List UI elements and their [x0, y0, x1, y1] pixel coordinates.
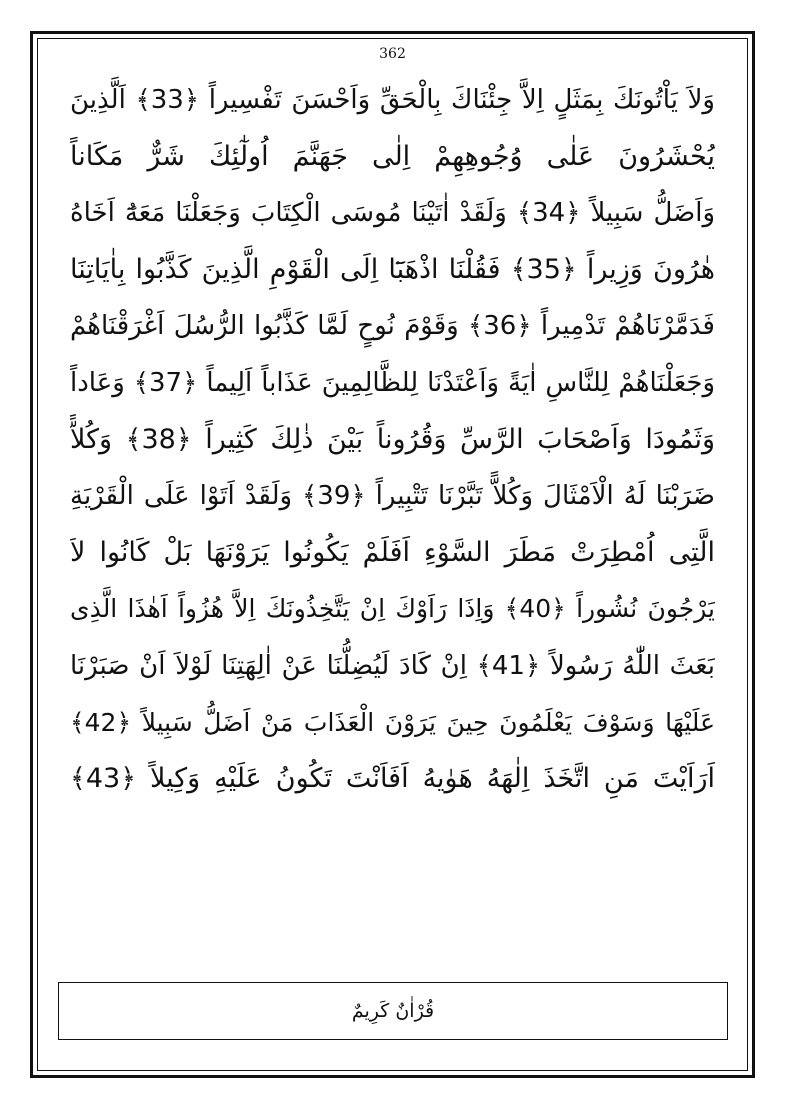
text-line: هٰرُونَ وَزِيراً ﴿35﴾ فَقُلْنَا اذْهَبَٓا اِلَى الْقَوْمِ الَّذِينَ كَذَّبُوا بِاٰيَاتِنَا — [70, 253, 715, 285]
text-line: وَثَمُودَا وَاَصْحَابَ الرَّسِّ وَقُرُوناً بَيْنَ ذٰلِكَ كَثِيراً ﴿38﴾ وَكُلاًّ — [70, 423, 715, 455]
text-line: اَرَاَيْتَ مَنِ اتَّخَذَ اِلٰهَهُ هَوٰيهُ اَفَاَنْتَ تَكُونُ عَلَيْهِ وَكِيلاً ﴿43﴾ — [70, 763, 715, 795]
page-number: 362 — [379, 46, 406, 62]
footer-box — [58, 982, 728, 1040]
text-line: يُحْشَرُونَ عَلٰى وُجُوهِهِمْ اِلٰى جَهَنَّمَ اُولٰٓئِكَ شَرٌّ مَكَاناً — [70, 140, 715, 172]
text-line: الَّتِى اُمْطِرَتْ مَطَرَ السَّوْءِ اَفَلَمْ يَكُونُوا يَرَوْنَهَا بَلْ كَانُوا لاَ — [70, 536, 715, 568]
text-line: ضَرَبْنَا لَهُ الْاَمْثَالَ وَكُلاًّ تَبَّرْنَا تَتْبِيراً ﴿39﴾ وَلَقَدْ اَتَوْا عَلَى الْقَرْيَةِ — [70, 481, 715, 512]
text-line: وَاَضَلُّ سَبِيلاً ﴿34﴾ وَلَقَدْ اٰتَيْنَا مُوسَى الْكِتَابَ وَجَعَلْنَا مَعَهُٓ اَخَاهُ — [70, 198, 715, 229]
text-line: وَجَعَلْنَاهُمْ لِلنَّاسِ اٰيَةً وَاَعْتَدْنَا لِلظَّالِمِينَ عَذَاباً اَلِيماً ﴿37﴾ وَعَاداً — [70, 367, 715, 398]
text-line: فَدَمَّرْنَاهُمْ تَدْمِيراً ﴿36﴾ وَقَوْمَ نُوحٍ لَمَّا كَذَّبُوا الرُّسُلَ اَغْرَقْنَاهُمْ — [70, 311, 715, 342]
text-line: بَعَثَ اللّٰهُ رَسُولاً ﴿41﴾ اِنْ كَادَ لَيُضِلُّنَا عَنْ اٰلِهَتِنَا لَوْلاَ اَنْ صَبَرْنَا — [70, 650, 715, 681]
text-line: وَلاَ يَاْتُونَكَ بِمَثَلٍ اِلاَّ جِئْنَاكَ بِالْحَقِّ وَاَحْسَنَ تَفْسِيراً ﴿33﴾ اَلَّذِينَ — [70, 85, 715, 115]
text-line: يَرْجُونَ نُشُوراً ﴿40﴾ وَاِذَا رَاَوْكَ اِنْ يَتَّخِذُونَكَ اِلاَّ هُزُواً اَهٰذَا الَّذِى — [70, 594, 715, 624]
text-line: عَلَيْهَا وَسَوْفَ يَعْلَمُونَ حِينَ يَرَوْنَ الْعَذَابَ مَنْ اَضَلُّ سَبِيلاً ﴿42﴾ — [70, 707, 715, 737]
footer-title: قُرْاٰنٌ كَرِيمٌ — [351, 1000, 435, 1022]
quran-text-block — [70, 72, 715, 808]
